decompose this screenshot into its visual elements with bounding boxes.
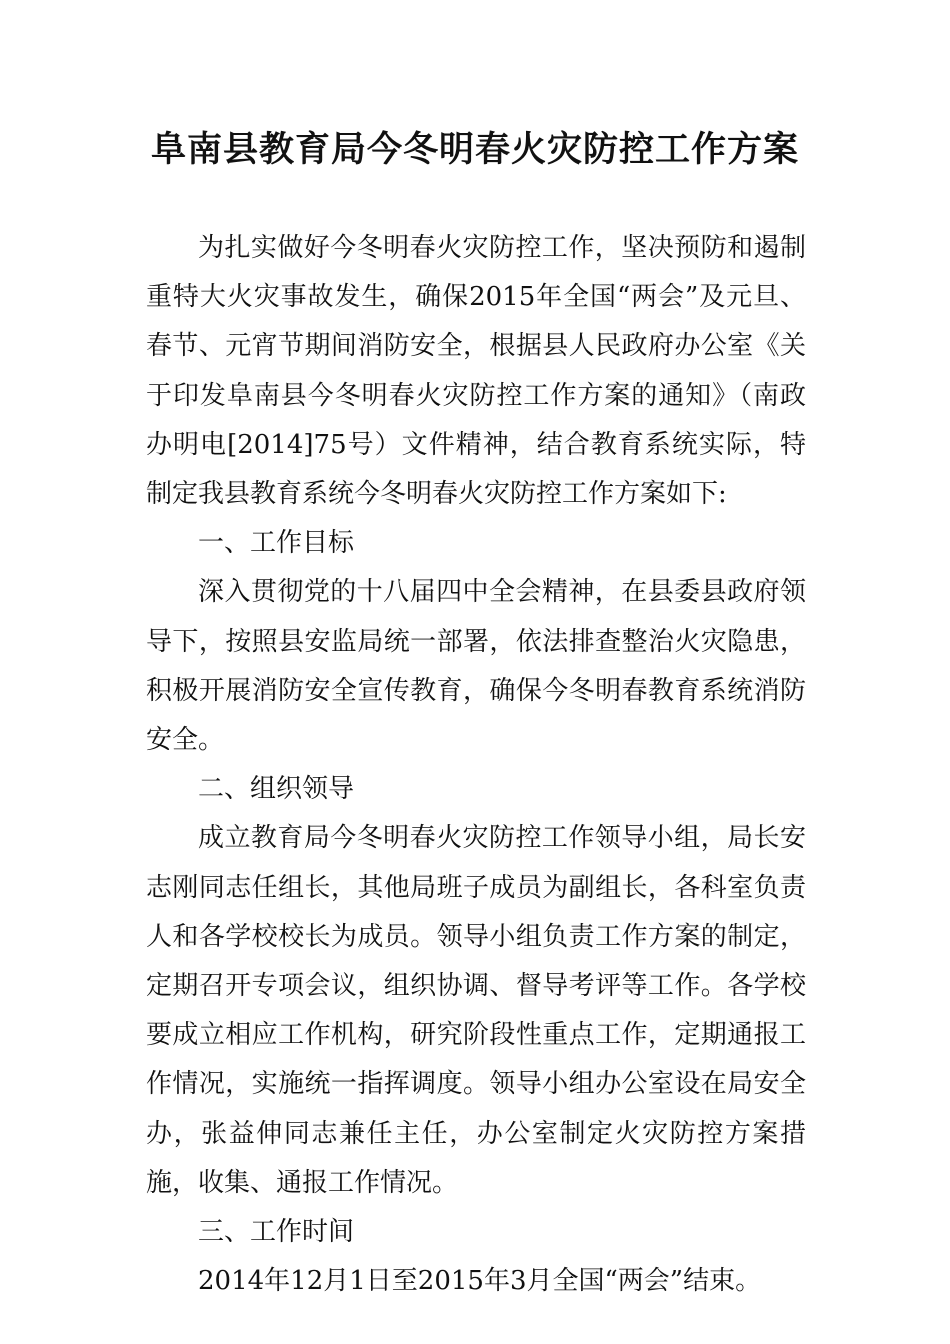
intro-paragraph: 为扎实做好今冬明春火灾防控工作，坚决预防和遏制重特大火灾事故发生，确保2015年全国“两会”及元旦、春节、元宵节期间消防安全，根据县人民政府办公室《关于印发阜南县今冬明春火灾防控工作方案的通知》（南政办明电[2014]75号）文件精神，结合教育系统实际，特制定我县教育系统今冬明春火灾防控工作方案如下: [146,233,806,510]
timeline-paragraph: 2014年12月1日至2015年3月全国“两会”结束。 [198,1266,762,1297]
section-heading-organization: 二、组织领导 [198,774,355,805]
section-heading-goals: 一、工作目标 [198,528,355,559]
document-title: 阜南县教育局今冬明春火灾防控工作方案 [150,129,799,170]
section-heading-timeline: 三、工作时间 [198,1217,355,1248]
document-body [146,224,806,1306]
goals-paragraph: 深入贯彻党的十八届四中全会精神，在县委县政府领导下，按照县安监局统一部署，依法排查整治火灾隐患，积极开展消防安全宣传教育，确保今冬明春教育系统消防安全。 [146,577,806,756]
organization-paragraph: 成立教育局今冬明春火灾防控工作领导小组，局长安志刚同志任组长，其他局班子成员为副组长，各科室负责人和各学校校长为成员。领导小组负责工作方案的制定，定期召开专项会议，组织协调、督导考评等工作。各学校要成立相应工作机构，研究阶段性重点工作，定期通报工作情况，实施统一指挥调度。领导小组办公室设在局安全办，张益伸同志兼任主任，办公室制定火灾防控方案措施，收集、通报工作情况。 [146,823,806,1198]
